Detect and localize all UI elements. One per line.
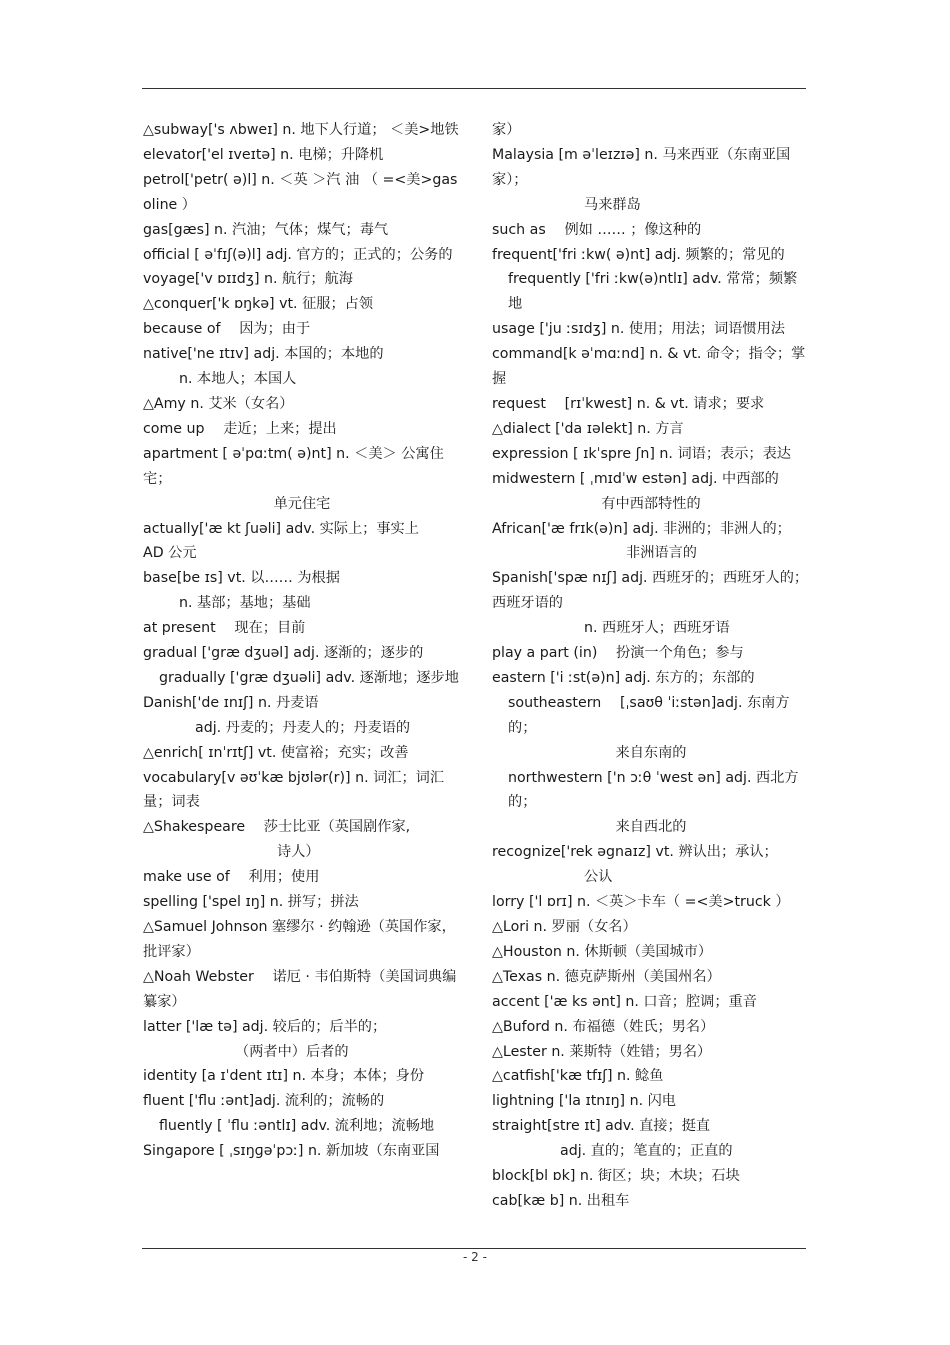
vocab-entry: △subway['s ʌbweɪ] n. 地下人行道； ＜美>地铁: [143, 122, 459, 138]
vocab-entry: △Buford n. 布福德（姓氏；男名）: [492, 1018, 715, 1035]
vocab-entry: △Texas n. 德克萨斯州（美国州名）: [492, 968, 721, 985]
vocab-entry: official [ əˈfɪʃ(ə)l] adj. 官方的；正式的；公务的: [143, 246, 453, 263]
right-column: [492, 118, 810, 1214]
vocab-entry: △Noah Webster 诺厄 · 韦伯斯特（美国词典编纂家）: [143, 968, 457, 1010]
left-column: [143, 118, 461, 1164]
vocab-entry: fluently [ ˈflu ːəntlɪ] adv. 流利地；流畅地: [159, 1118, 435, 1135]
vocab-entry: 非洲语言的: [626, 545, 697, 562]
vocab-entry: such as 例如 …… ；像这种的: [492, 221, 702, 238]
vocab-entry: △Samuel Johnson 塞缪尔 · 约翰逊（英国作家，批评家）: [143, 919, 456, 960]
vocab-entry: Singapore [ ˌsɪŋɡəˈpɔː] n. 新加坡（东南亚国: [143, 1143, 440, 1160]
vocab-entry: 家）: [492, 122, 521, 138]
vocab-entry: （两者中）后者的: [235, 1043, 349, 1060]
vocab-entry: frequently ['fri ːkw(ə)ntlɪ] adv. 常常；频繁地: [508, 271, 798, 313]
vocab-entry: lightning ['la ɪtnɪŋ] n. 闪电: [492, 1093, 676, 1110]
vocab-entry: at present 现在；目前: [143, 620, 306, 637]
vocab-entry: frequent['fri ːkw( ə)nt] adj. 频繁的；常见的: [492, 246, 785, 263]
vocab-entry: midwestern [ ˌmɪdˈw estən] adj. 中西部的: [492, 470, 779, 487]
vocab-entry: usage ['ju ːsɪdʒ] n. 使用；用法；词语惯用法: [492, 321, 785, 338]
vocab-entry: voyage['v ɒɪɪdʒ] n. 航行；航海: [143, 271, 353, 288]
vocab-entry: eastern ['i ːst(ə)n] adj. 东方的；东部的: [492, 669, 755, 686]
vocab-entry: elevator['el ɪveɪtə] n. 电梯；升降机: [143, 146, 384, 163]
vocab-entry: vocabulary[v əʊˈkæ bjʊlər(r)] n. 词汇；词汇量；词表: [143, 769, 445, 811]
vocab-entry: 来自西北的: [615, 819, 687, 836]
header-rule: [142, 88, 806, 89]
vocab-entry: apartment [ əˈpɑːtm( ə)nt] n. ＜美＞ 公寓住宅；: [143, 445, 444, 487]
vocab-entry: African['æ frɪk(ə)n] adj. 非洲的；非洲人的；: [492, 520, 791, 537]
vocab-entry: identity [a ɪˈdent ɪtɪ] n. 本身；本体；身份: [143, 1068, 425, 1085]
vocab-entry: △conquer['k ɒŋkə] vt. 征服；占领: [143, 296, 374, 313]
vocab-entry: adj. 直的；笔直的；正直的: [560, 1143, 733, 1160]
vocab-entry: n. 基部；基地；基础: [179, 595, 311, 612]
vocab-entry: make use of 利用；使用: [143, 869, 320, 886]
vocab-entry: cab[kæ b] n. 出租车: [492, 1192, 630, 1209]
vocab-entry: AD 公元: [143, 545, 197, 562]
vocab-entry: 马来群岛: [584, 196, 641, 213]
vocab-entry: latter ['læ tə] adj. 较后的；后半的；: [143, 1018, 387, 1035]
vocab-entry: fluent ['flu ːənt]adj. 流利的；流畅的: [143, 1093, 385, 1110]
vocab-entry: n. 西班牙人；西班牙语: [584, 620, 730, 637]
vocab-entry: straight[stre ɪt] adv. 直接；挺直: [492, 1118, 711, 1135]
vocab-entry: lorry ['l ɒrɪ] n. ＜英＞卡车（ =<美>truck ）: [492, 894, 790, 911]
vocab-entry: accent ['æ ks ənt] n. 口音；腔调；重音: [492, 993, 757, 1010]
vocab-entry: gas[gæs] n. 汽油；气体；煤气；毒气: [143, 221, 389, 238]
vocab-entry: gradual ['græ dʒuəl] adj. 逐渐的；逐步的: [143, 645, 424, 662]
vocab-entry: 公认: [584, 869, 613, 886]
vocab-entry: gradually ['græ dʒuəli] adv. 逐渐地；逐步地: [159, 669, 459, 686]
vocab-entry: Spanish['spæ nɪʃ] adj. 西班牙的；西班牙人的；西班牙语的: [492, 570, 809, 612]
vocab-entry: command[k əˈmɑːnd] n. & vt. 命令；指令；掌握: [492, 346, 806, 388]
vocab-entry: △Houston n. 休斯顿（美国城市）: [492, 943, 713, 960]
vocab-entry: block[bl ɒk] n. 街区；块；木块；石块: [492, 1168, 740, 1185]
page-number: - 2 -: [463, 1250, 487, 1264]
vocab-entry: △Lori n. 罗丽（女名）: [492, 919, 637, 935]
vocab-entry: come up 走近；上来；提出: [143, 420, 337, 437]
vocab-entry: expression [ ɪkˈspre ʃn] n. 词语；表示；表达: [492, 445, 791, 462]
vocab-entry: adj. 丹麦的；丹麦人的；丹麦语的: [195, 719, 411, 736]
vocab-entry: △Amy n. 艾米（女名）: [143, 395, 294, 412]
vocab-entry: recognize['rek əgnaɪz] vt. 辨认出；承认；: [492, 844, 778, 861]
vocab-entry: △Shakespeare 莎士比亚（英国剧作家,: [143, 819, 411, 836]
vocab-entry: play a part (in) 扮演一个角色；参与: [492, 645, 744, 662]
vocab-entry: 有中西部特性的: [601, 495, 701, 512]
vocab-entry: 诗人）: [277, 844, 320, 861]
vocab-entry: request [rɪˈkwest] n. & vt. 请求；要求: [492, 395, 765, 412]
vocab-entry: 来自东南的: [615, 744, 687, 761]
vocab-entry: 单元住宅: [273, 495, 331, 512]
vocab-entry: base[be ɪs] vt. 以…… 为根据: [143, 570, 340, 587]
vocab-entry: △Lester n. 莱斯特（姓错；男名）: [492, 1043, 712, 1060]
vocab-entry: actually['æ kt ʃuəli] adv. 实际上；事实上: [143, 520, 419, 537]
vocab-entry: northwestern ['n ɔːθ ˈwest ən] adj. 西北方的；: [508, 769, 799, 811]
vocab-entry: spelling ['spel ɪŋ] n. 拼写；拼法: [143, 894, 359, 911]
vocab-entry: southeastern [ˌsaʊθ ˈiːstən]adj. 东南方的；: [508, 694, 790, 736]
vocab-entry: petrol['petr( ə)l] n. ＜英 ＞汽 油 （ =<美>gasoline ）: [143, 171, 458, 213]
vocab-entry: Malaysia [m əˈleɪzɪə] n. 马来西亚（东南亚国家）；: [492, 146, 791, 188]
footer-rule: [142, 1248, 806, 1249]
vocab-entry: Danish['de ɪnɪʃ] n. 丹麦语: [143, 694, 319, 711]
vocab-entry: △catfish['kæ tfɪʃ] n. 鲶鱼: [492, 1068, 664, 1085]
vocab-entry: △enrich[ ɪnˈrɪtʃ] vt. 使富裕；充实；改善: [143, 744, 409, 761]
vocab-entry: native['ne ɪtɪv] adj. 本国的；本地的: [143, 346, 384, 363]
vocab-entry: because of 因为；由于: [143, 321, 311, 338]
vocab-entry: △dialect ['da ɪəlekt] n. 方言: [492, 420, 684, 437]
vocab-entry: n. 本地人；本国人: [179, 371, 297, 388]
